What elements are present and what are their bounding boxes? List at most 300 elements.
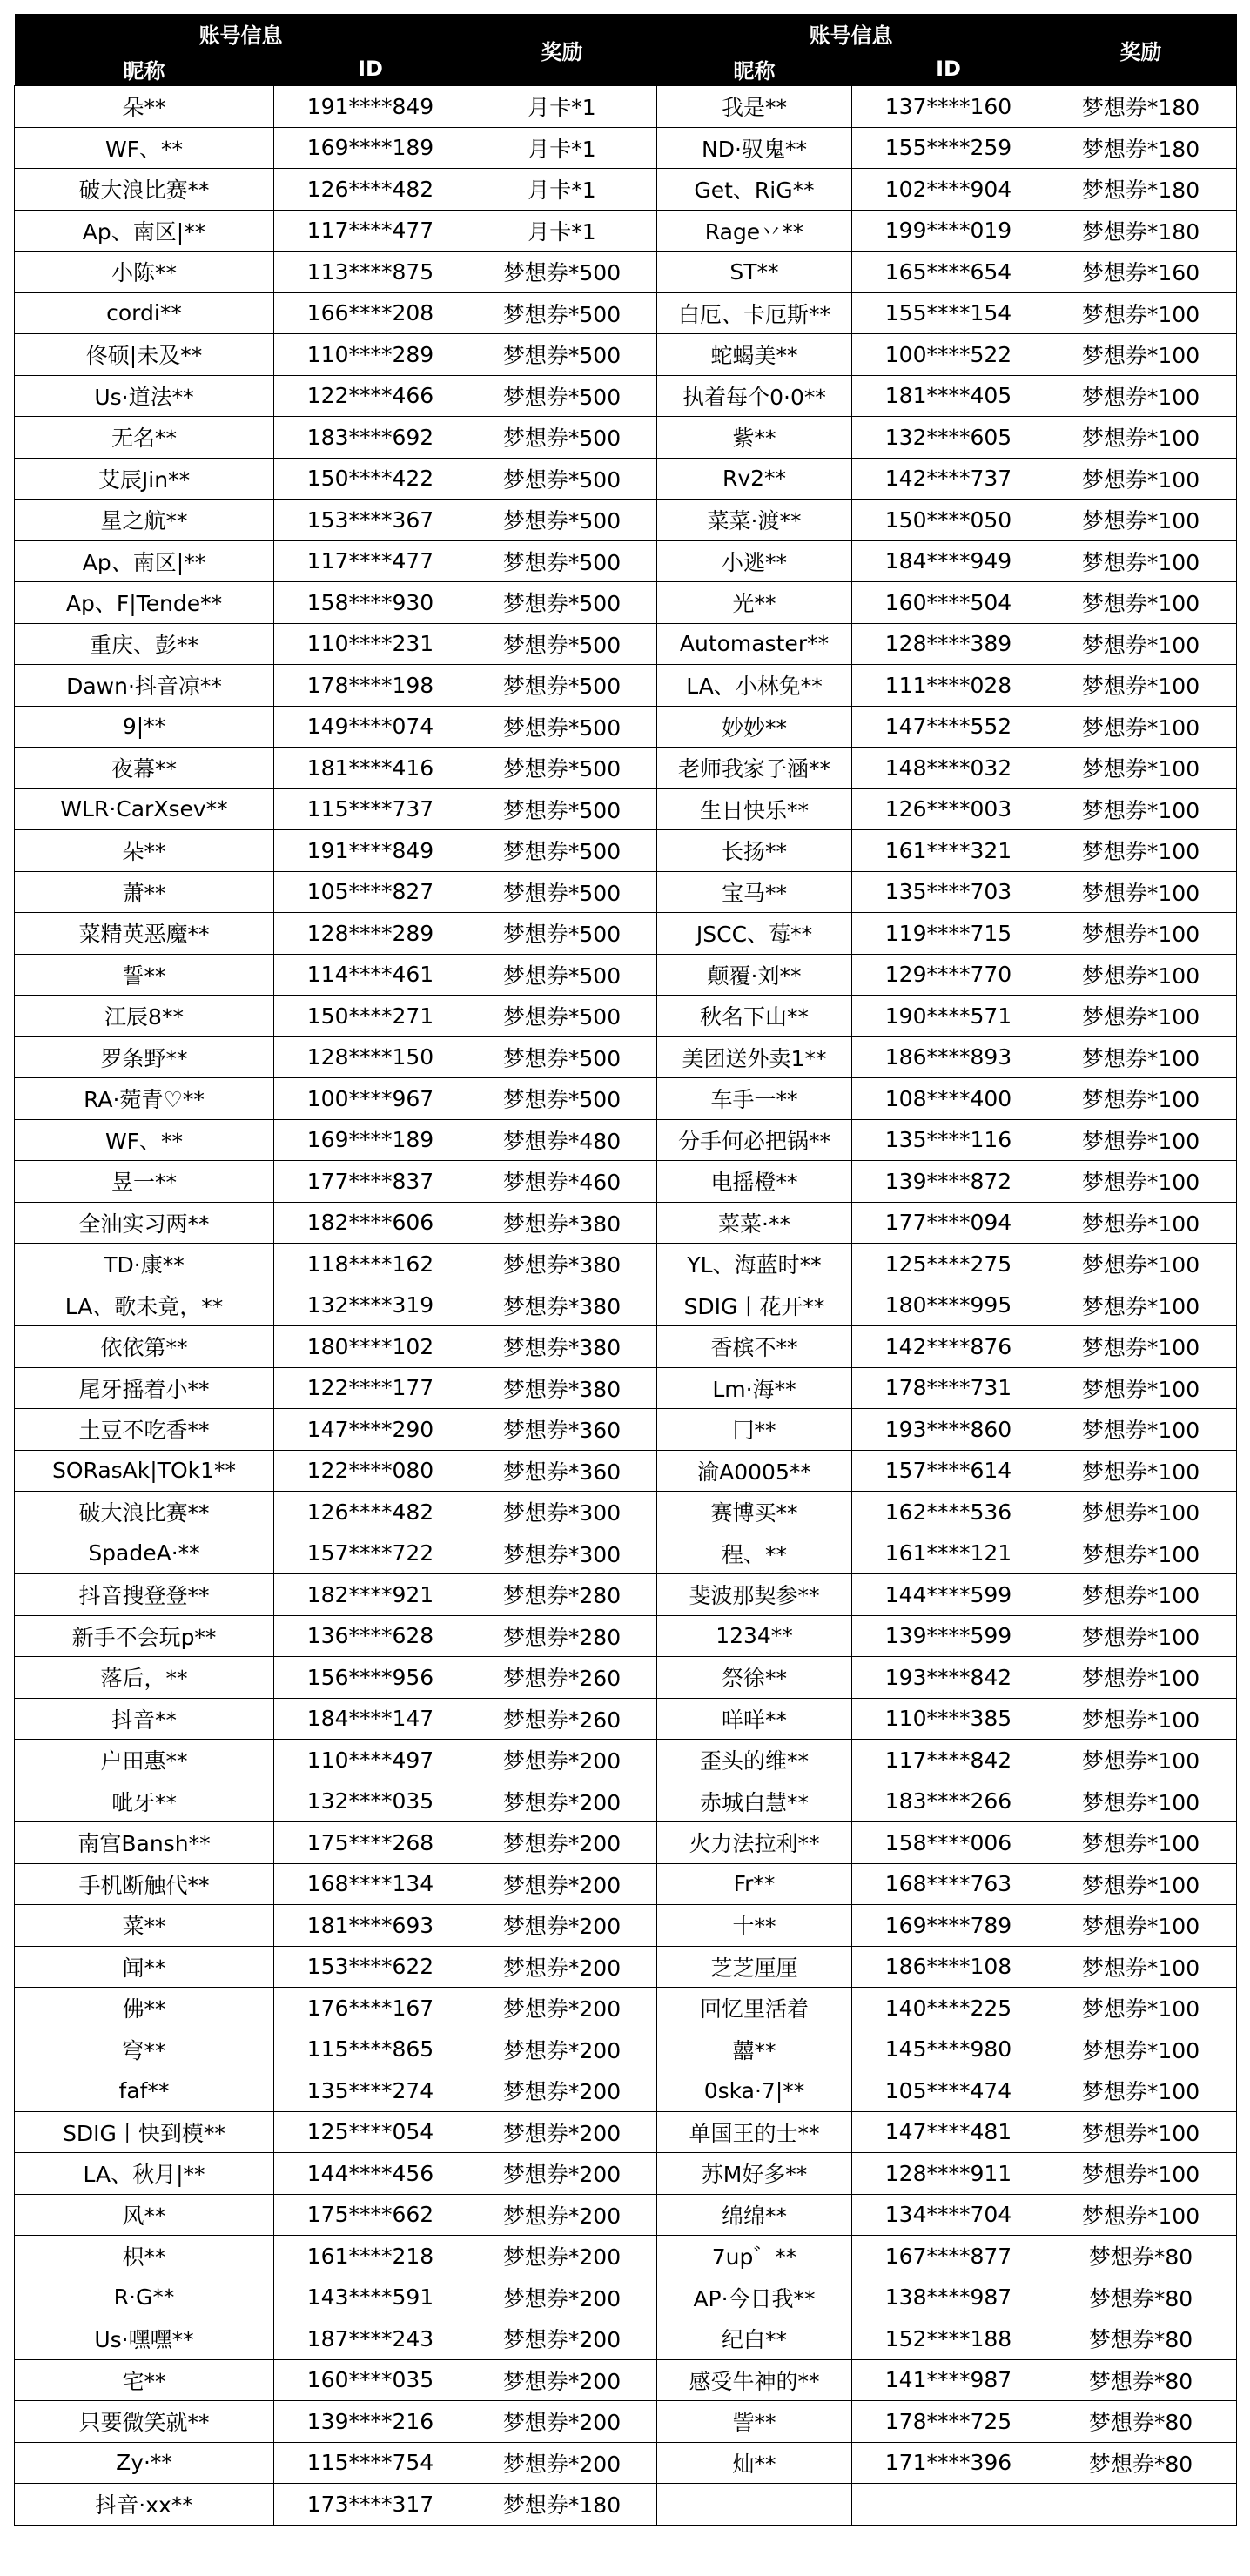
table-row xyxy=(15,2153,1237,2195)
left-reward-cell: 梦想券*200 xyxy=(467,2153,657,2195)
left-id-cell: 153****622 xyxy=(274,1946,467,1988)
left-nickname-cell: SDIG丨快到模** xyxy=(15,2111,274,2153)
left-nickname-cell: 全油实习两** xyxy=(15,1202,274,1244)
right-reward-cell: 梦想券*100 xyxy=(1045,830,1237,872)
left-nickname-cell: 依依第** xyxy=(15,1326,274,1368)
right-reward-cell: 梦想券*100 xyxy=(1045,1533,1237,1574)
right-reward-cell: 梦想券*80 xyxy=(1045,2236,1237,2277)
left-id-cell: 122****466 xyxy=(274,375,467,417)
left-id-cell: 105****827 xyxy=(274,871,467,913)
left-reward-cell: 梦想券*500 xyxy=(467,292,657,334)
right-nickname-cell: 香槟不** xyxy=(657,1326,852,1368)
right-nickname-cell: ND·驭鬼** xyxy=(657,127,852,169)
right-id-cell: 139****599 xyxy=(852,1615,1045,1657)
right-nickname-cell: ST** xyxy=(657,252,852,293)
right-id-cell: 128****389 xyxy=(852,623,1045,665)
right-id-cell: 150****050 xyxy=(852,500,1045,541)
left-id-cell: 169****189 xyxy=(274,127,467,169)
right-id-cell: 183****266 xyxy=(852,1781,1045,1822)
right-reward-cell: 梦想券*100 xyxy=(1045,334,1237,376)
right-id-cell: 155****154 xyxy=(852,292,1045,334)
left-reward-cell: 月卡*1 xyxy=(467,210,657,252)
table-row xyxy=(15,1285,1237,1326)
left-nickname-cell: WF、** xyxy=(15,127,274,169)
right-id-cell: 147****552 xyxy=(852,706,1045,748)
right-reward-cell: 梦想券*100 xyxy=(1045,1492,1237,1533)
table-row xyxy=(15,954,1237,996)
left-reward-cell: 梦想券*200 xyxy=(467,2029,657,2070)
right-id-cell: 126****003 xyxy=(852,788,1045,830)
table-row xyxy=(15,375,1237,417)
left-id-cell: 166****208 xyxy=(274,292,467,334)
left-id-cell: 191****849 xyxy=(274,86,467,128)
left-nickname-cell: LA、秋月|** xyxy=(15,2153,274,2195)
left-id-cell: 110****231 xyxy=(274,623,467,665)
right-reward-cell: 梦想券*100 xyxy=(1045,1285,1237,1326)
right-nickname-cell: 1234** xyxy=(657,1615,852,1657)
table-row xyxy=(15,1698,1237,1740)
right-nickname-cell: Fr** xyxy=(657,1863,852,1905)
left-reward-cell: 月卡*1 xyxy=(467,127,657,169)
left-id-cell: 122****080 xyxy=(274,1450,467,1492)
table-row xyxy=(15,1492,1237,1533)
right-reward-cell: 梦想券*100 xyxy=(1045,2070,1237,2112)
left-id-cell: 117****477 xyxy=(274,210,467,252)
left-reward-cell: 梦想券*500 xyxy=(467,830,657,872)
left-id-cell: 126****482 xyxy=(274,1492,467,1533)
right-id-cell: 168****763 xyxy=(852,1863,1045,1905)
left-id-cell: 128****150 xyxy=(274,1036,467,1078)
left-reward-cell: 梦想券*200 xyxy=(467,1822,657,1864)
right-reward-cell: 梦想券*160 xyxy=(1045,252,1237,293)
table-header xyxy=(15,14,1237,86)
left-nickname-cell: 户田惠** xyxy=(15,1740,274,1781)
left-nickname-cell: WLR·CarXsev** xyxy=(15,788,274,830)
right-reward-cell: 梦想券*100 xyxy=(1045,1202,1237,1244)
right-reward-cell: 梦想券*100 xyxy=(1045,1326,1237,1368)
left-id-cell: 175****662 xyxy=(274,2194,467,2236)
right-id-cell: 157****614 xyxy=(852,1450,1045,1492)
table-row xyxy=(15,1244,1237,1285)
right-id-cell: 161****321 xyxy=(852,830,1045,872)
left-reward-cell: 梦想券*500 xyxy=(467,458,657,500)
left-reward-cell: 梦想券*380 xyxy=(467,1202,657,1244)
right-id-cell: 108****400 xyxy=(852,1078,1045,1120)
left-nickname-cell: faf** xyxy=(15,2070,274,2112)
right-id-cell: 125****275 xyxy=(852,1244,1045,1285)
right-reward-cell: 梦想券*100 xyxy=(1045,1409,1237,1451)
left-reward-cell: 梦想券*500 xyxy=(467,665,657,707)
table-row xyxy=(15,1574,1237,1616)
left-nickname-cell: 佟硕|未及** xyxy=(15,334,274,376)
right-reward-cell: 梦想券*100 xyxy=(1045,1615,1237,1657)
left-reward-cell: 梦想券*360 xyxy=(467,1450,657,1492)
left-id-cell: 168****134 xyxy=(274,1863,467,1905)
right-reward-cell: 梦想券*100 xyxy=(1045,1946,1237,1988)
left-nickname-cell: 夜幕** xyxy=(15,748,274,789)
left-id-cell: 126****482 xyxy=(274,169,467,211)
left-nickname-cell: 只要微笑就** xyxy=(15,2401,274,2443)
table-row xyxy=(15,2236,1237,2277)
right-nickname-cell: 分手何必把锅** xyxy=(657,1119,852,1161)
table-row xyxy=(15,2277,1237,2318)
left-id-cell: 135****274 xyxy=(274,2070,467,2112)
right-id-cell: 160****504 xyxy=(852,582,1045,624)
right-nickname-cell: 赛博买** xyxy=(657,1492,852,1533)
left-nickname-cell: 宅** xyxy=(15,2359,274,2401)
left-nickname-cell: R·G** xyxy=(15,2277,274,2318)
left-id-cell: 115****865 xyxy=(274,2029,467,2070)
left-nickname-cell: 新手不会玩p** xyxy=(15,1615,274,1657)
right-id-cell: 181****405 xyxy=(852,375,1045,417)
left-reward-cell: 梦想券*500 xyxy=(467,500,657,541)
right-reward-cell: 梦想券*100 xyxy=(1045,1988,1237,2029)
right-id-cell: 180****995 xyxy=(852,1285,1045,1326)
right-reward-cell: 梦想券*100 xyxy=(1045,913,1237,955)
right-nickname-cell: 执着每个0·0** xyxy=(657,375,852,417)
left-reward-cell: 梦想券*200 xyxy=(467,2318,657,2360)
right-nickname-cell: 秋名下山** xyxy=(657,996,852,1037)
left-id-cell: 150****422 xyxy=(274,458,467,500)
left-id-cell: 176****167 xyxy=(274,1988,467,2029)
right-id-cell: 105****474 xyxy=(852,2070,1045,2112)
left-reward-cell: 梦想券*200 xyxy=(467,2194,657,2236)
left-id-cell: 115****737 xyxy=(274,788,467,830)
left-id-cell: 182****921 xyxy=(274,1574,467,1616)
left-nickname-cell: 抖音搜登登** xyxy=(15,1574,274,1616)
left-reward-cell: 梦想券*280 xyxy=(467,1615,657,1657)
table-row xyxy=(15,1946,1237,1988)
table-row xyxy=(15,2029,1237,2070)
table-row xyxy=(15,665,1237,707)
right-nickname-cell: 赤城白慧** xyxy=(657,1781,852,1822)
right-nickname-cell: 蛇蝎美** xyxy=(657,334,852,376)
left-nickname-cell: 江辰8** xyxy=(15,996,274,1037)
right-nickname-cell: Lm·海** xyxy=(657,1367,852,1409)
account-info-header-left: 账号信息 xyxy=(15,14,467,52)
left-reward-cell: 梦想券*300 xyxy=(467,1533,657,1574)
nickname-header-right: 昵称 xyxy=(657,52,852,86)
right-id-cell: 148****032 xyxy=(852,748,1045,789)
right-nickname-cell: 生日快乐** xyxy=(657,788,852,830)
table-row xyxy=(15,1367,1237,1409)
right-nickname-cell: Rv2** xyxy=(657,458,852,500)
right-id-cell: 139****872 xyxy=(852,1161,1045,1203)
right-id-cell: 135****116 xyxy=(852,1119,1045,1161)
left-nickname-cell: 菜精英恶魔** xyxy=(15,913,274,955)
table-row xyxy=(15,1078,1237,1120)
left-nickname-cell: Ap、南区|** xyxy=(15,540,274,582)
right-nickname-cell: 斐波那契参** xyxy=(657,1574,852,1616)
left-id-cell: 147****290 xyxy=(274,1409,467,1451)
left-reward-cell: 梦想券*300 xyxy=(467,1492,657,1533)
right-id-cell: 128****911 xyxy=(852,2153,1045,2195)
left-id-cell: 110****289 xyxy=(274,334,467,376)
right-id-cell: 161****121 xyxy=(852,1533,1045,1574)
right-reward-cell: 梦想券*100 xyxy=(1045,2153,1237,2195)
right-id-cell: 111****028 xyxy=(852,665,1045,707)
right-reward-cell: 梦想券*100 xyxy=(1045,1781,1237,1822)
right-id-cell: 155****259 xyxy=(852,127,1045,169)
right-nickname-cell: SDIG丨花开** xyxy=(657,1285,852,1326)
right-reward-cell: 梦想券*100 xyxy=(1045,417,1237,459)
left-nickname-cell: cordi** xyxy=(15,292,274,334)
left-id-cell: 150****271 xyxy=(274,996,467,1037)
left-nickname-cell: Us·嘿嘿** xyxy=(15,2318,274,2360)
right-reward-cell: 梦想券*100 xyxy=(1045,582,1237,624)
left-nickname-cell: TD·康** xyxy=(15,1244,274,1285)
table-row xyxy=(15,292,1237,334)
table-row xyxy=(15,458,1237,500)
left-nickname-cell: 萧** xyxy=(15,871,274,913)
right-reward-cell: 梦想券*100 xyxy=(1045,996,1237,1037)
left-nickname-cell: 落后，** xyxy=(15,1657,274,1699)
left-nickname-cell: 朵** xyxy=(15,830,274,872)
left-id-cell: 113****875 xyxy=(274,252,467,293)
right-id-cell: 193****842 xyxy=(852,1657,1045,1699)
right-nickname-cell: 火力法拉利** xyxy=(657,1822,852,1864)
right-reward-cell: 梦想券*180 xyxy=(1045,169,1237,211)
left-nickname-cell: 昱一** xyxy=(15,1161,274,1203)
left-reward-cell: 梦想券*280 xyxy=(467,1574,657,1616)
right-reward-cell: 梦想券*100 xyxy=(1045,1905,1237,1947)
left-nickname-cell: SORasAk|TOk1** xyxy=(15,1450,274,1492)
right-nickname-cell: 冂** xyxy=(657,1409,852,1451)
table-row xyxy=(15,500,1237,541)
right-nickname-cell: 回忆里活着 xyxy=(657,1988,852,2029)
left-id-cell: 110****497 xyxy=(274,1740,467,1781)
right-nickname-cell: 苏M好多** xyxy=(657,2153,852,2195)
left-id-cell: 181****416 xyxy=(274,748,467,789)
table-row xyxy=(15,748,1237,789)
left-nickname-cell: 无名** xyxy=(15,417,274,459)
reward-header-right: 奖励 xyxy=(1045,14,1237,86)
right-nickname-cell: 程、** xyxy=(657,1533,852,1574)
left-reward-cell: 梦想券*200 xyxy=(467,2236,657,2277)
right-nickname-cell: 歪头的维** xyxy=(657,1740,852,1781)
right-reward-cell: 梦想券*100 xyxy=(1045,623,1237,665)
table-row xyxy=(15,913,1237,955)
right-nickname-cell: 十** xyxy=(657,1905,852,1947)
right-id-cell: 169****789 xyxy=(852,1905,1045,1947)
left-nickname-cell: 重庆、彭** xyxy=(15,623,274,665)
left-reward-cell: 梦想券*500 xyxy=(467,623,657,665)
left-nickname-cell: Us·道法** xyxy=(15,375,274,417)
left-nickname-cell: 朵** xyxy=(15,86,274,128)
left-nickname-cell: 尾牙摇着小** xyxy=(15,1367,274,1409)
account-info-header-right: 账号信息 xyxy=(657,14,1045,52)
right-nickname-cell: 美团送外卖1** xyxy=(657,1036,852,1078)
left-nickname-cell: 破大浪比赛** xyxy=(15,169,274,211)
left-id-cell: 177****837 xyxy=(274,1161,467,1203)
left-nickname-cell: 星之航** xyxy=(15,500,274,541)
right-nickname-cell: YL、海蓝时** xyxy=(657,1244,852,1285)
right-nickname-cell: 感受牛神的** xyxy=(657,2359,852,2401)
left-nickname-cell: Zy·** xyxy=(15,2442,274,2484)
right-nickname-cell: 车手一** xyxy=(657,1078,852,1120)
table-row xyxy=(15,623,1237,665)
table-row xyxy=(15,2442,1237,2484)
left-id-cell: 139****216 xyxy=(274,2401,467,2443)
left-nickname-cell: 艾辰Jin** xyxy=(15,458,274,500)
right-nickname-cell: Automaster** xyxy=(657,623,852,665)
left-reward-cell: 梦想券*500 xyxy=(467,252,657,293)
table-row xyxy=(15,2318,1237,2360)
right-nickname-cell: 菜菜·** xyxy=(657,1202,852,1244)
left-id-cell: 187****243 xyxy=(274,2318,467,2360)
table-row xyxy=(15,127,1237,169)
left-nickname-cell: 菜** xyxy=(15,1905,274,1947)
table-row xyxy=(15,1161,1237,1203)
left-id-cell: 160****035 xyxy=(274,2359,467,2401)
right-nickname-cell: 长扬** xyxy=(657,830,852,872)
right-reward-cell: 梦想券*100 xyxy=(1045,954,1237,996)
right-reward-cell: 梦想券*80 xyxy=(1045,2277,1237,2318)
winners-table xyxy=(14,14,1237,2526)
left-nickname-cell: Ap、F|Tende** xyxy=(15,582,274,624)
right-nickname-cell: 光** xyxy=(657,582,852,624)
left-nickname-cell: 土豆不吃香** xyxy=(15,1409,274,1451)
right-reward-cell: 梦想券*100 xyxy=(1045,1036,1237,1078)
table-row xyxy=(15,1657,1237,1699)
right-nickname-cell: Rage丷** xyxy=(657,210,852,252)
right-reward-cell: 梦想券*100 xyxy=(1045,665,1237,707)
nickname-header-left: 昵称 xyxy=(15,52,274,86)
table-row xyxy=(15,1615,1237,1657)
left-reward-cell: 梦想券*460 xyxy=(467,1161,657,1203)
left-reward-cell: 梦想券*260 xyxy=(467,1698,657,1740)
right-id-cell: 147****481 xyxy=(852,2111,1045,2153)
left-reward-cell: 梦想券*200 xyxy=(467,2277,657,2318)
right-reward-cell: 梦想券*180 xyxy=(1045,127,1237,169)
left-nickname-cell: Ap、南区|** xyxy=(15,210,274,252)
left-reward-cell: 梦想券*380 xyxy=(467,1244,657,1285)
right-id-cell: 167****877 xyxy=(852,2236,1045,2277)
right-id-cell: 110****385 xyxy=(852,1698,1045,1740)
left-nickname-cell: 誓** xyxy=(15,954,274,996)
right-nickname-cell: AP·今日我** xyxy=(657,2277,852,2318)
right-reward-cell: 梦想券*100 xyxy=(1045,2111,1237,2153)
table-row xyxy=(15,788,1237,830)
right-id-cell: 135****703 xyxy=(852,871,1045,913)
right-id-cell: 145****980 xyxy=(852,2029,1045,2070)
table-row xyxy=(15,706,1237,748)
left-id-cell: 118****162 xyxy=(274,1244,467,1285)
table-row xyxy=(15,2401,1237,2443)
left-reward-cell: 月卡*1 xyxy=(467,86,657,128)
left-reward-cell: 梦想券*360 xyxy=(467,1409,657,1451)
right-reward-cell: 梦想券*100 xyxy=(1045,1574,1237,1616)
left-id-cell: 122****177 xyxy=(274,1367,467,1409)
table-row xyxy=(15,582,1237,624)
left-reward-cell: 梦想券*500 xyxy=(467,1078,657,1120)
table-row xyxy=(15,252,1237,293)
right-nickname-cell: 7up゛** xyxy=(657,2236,852,2277)
left-id-cell: 183****692 xyxy=(274,417,467,459)
right-reward-cell: 梦想券*100 xyxy=(1045,1161,1237,1203)
left-reward-cell: 梦想券*380 xyxy=(467,1326,657,1368)
left-reward-cell: 梦想券*260 xyxy=(467,1657,657,1699)
left-id-cell: 184****147 xyxy=(274,1698,467,1740)
left-nickname-cell: 呲牙** xyxy=(15,1781,274,1822)
right-id-cell: 137****160 xyxy=(852,86,1045,128)
left-nickname-cell: 闻** xyxy=(15,1946,274,1988)
left-id-cell: 181****693 xyxy=(274,1905,467,1947)
left-id-cell: 132****319 xyxy=(274,1285,467,1326)
left-id-cell: 175****268 xyxy=(274,1822,467,1864)
table-row xyxy=(15,334,1237,376)
left-reward-cell: 梦想券*500 xyxy=(467,417,657,459)
right-nickname-cell: 颠覆·刘** xyxy=(657,954,852,996)
table-row xyxy=(15,1450,1237,1492)
right-id-cell: 132****605 xyxy=(852,417,1045,459)
right-reward-cell: 梦想券*100 xyxy=(1045,540,1237,582)
table-row xyxy=(15,830,1237,872)
right-nickname-cell: 纪白** xyxy=(657,2318,852,2360)
right-id-cell: 119****715 xyxy=(852,913,1045,955)
left-reward-cell: 梦想券*500 xyxy=(467,1036,657,1078)
left-id-cell: 132****035 xyxy=(274,1781,467,1822)
table-row xyxy=(15,540,1237,582)
left-nickname-cell: WF、** xyxy=(15,1119,274,1161)
left-reward-cell: 梦想券*380 xyxy=(467,1367,657,1409)
right-id-cell: 152****188 xyxy=(852,2318,1045,2360)
left-nickname-cell: 佛** xyxy=(15,1988,274,2029)
right-id-cell: 129****770 xyxy=(852,954,1045,996)
right-nickname-cell: 绵绵** xyxy=(657,2194,852,2236)
right-nickname-cell: 0ska·7|** xyxy=(657,2070,852,2112)
left-id-cell: 161****218 xyxy=(274,2236,467,2277)
left-reward-cell: 梦想券*200 xyxy=(467,2359,657,2401)
left-id-cell: 156****956 xyxy=(274,1657,467,1699)
right-reward-cell: 梦想券*100 xyxy=(1045,1822,1237,1864)
right-id-cell: 162****536 xyxy=(852,1492,1045,1533)
left-id-cell: 115****754 xyxy=(274,2442,467,2484)
left-nickname-cell: 抖音·xx** xyxy=(15,2484,274,2526)
left-id-cell: 144****456 xyxy=(274,2153,467,2195)
right-nickname-cell: 宝马** xyxy=(657,871,852,913)
right-nickname-cell: 电摇橙** xyxy=(657,1161,852,1203)
right-reward-cell: 梦想券*100 xyxy=(1045,1078,1237,1120)
right-nickname-cell: 訾** xyxy=(657,2401,852,2443)
left-reward-cell: 梦想券*500 xyxy=(467,996,657,1037)
left-reward-cell: 梦想券*500 xyxy=(467,706,657,748)
prize-winners-sheet xyxy=(14,14,1236,2526)
right-nickname-cell: 灿** xyxy=(657,2442,852,2484)
left-id-cell: 153****367 xyxy=(274,500,467,541)
right-id-cell: 177****094 xyxy=(852,1202,1045,1244)
left-reward-cell: 梦想券*200 xyxy=(467,1905,657,1947)
left-reward-cell: 梦想券*200 xyxy=(467,1781,657,1822)
left-reward-cell: 梦想券*200 xyxy=(467,2070,657,2112)
right-id-cell: 102****904 xyxy=(852,169,1045,211)
right-nickname-cell: 小逃** xyxy=(657,540,852,582)
table-row xyxy=(15,871,1237,913)
right-id-cell: 184****949 xyxy=(852,540,1045,582)
left-nickname-cell: RA·菀青♡** xyxy=(15,1078,274,1120)
right-nickname-cell: LA、小林免** xyxy=(657,665,852,707)
left-reward-cell: 梦想券*500 xyxy=(467,334,657,376)
left-nickname-cell: LA、歌未竟，** xyxy=(15,1285,274,1326)
left-reward-cell: 梦想券*180 xyxy=(467,2484,657,2526)
left-reward-cell: 梦想券*500 xyxy=(467,954,657,996)
right-nickname-cell: JSCC、莓** xyxy=(657,913,852,955)
left-nickname-cell: 抖音** xyxy=(15,1698,274,1740)
right-reward-cell: 梦想券*100 xyxy=(1045,1657,1237,1699)
right-nickname-cell: 祭徐** xyxy=(657,1657,852,1699)
left-id-cell: 149****074 xyxy=(274,706,467,748)
right-id-cell: 142****737 xyxy=(852,458,1045,500)
